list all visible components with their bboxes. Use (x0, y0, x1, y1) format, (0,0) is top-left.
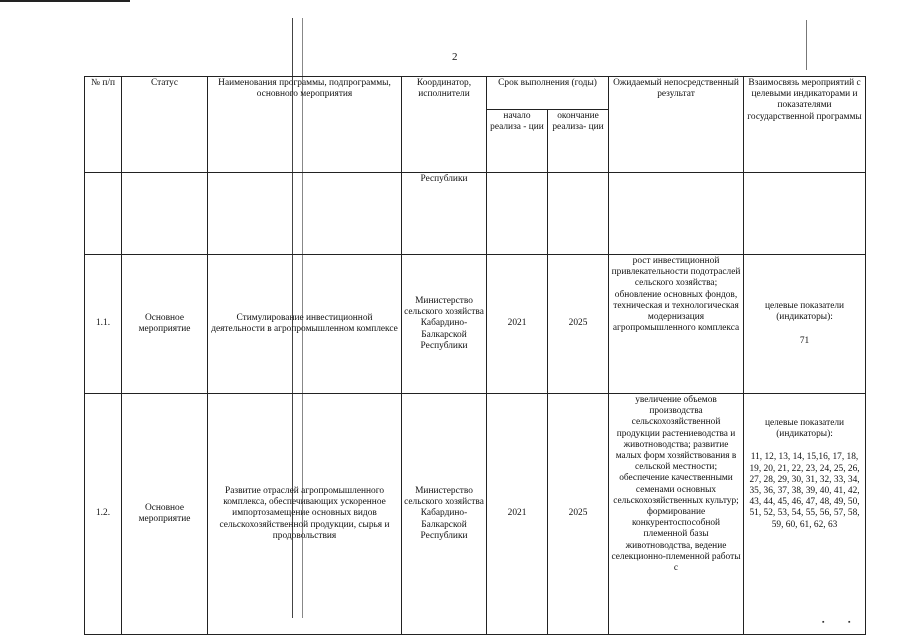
header-name: Наименования программы, подпрограммы, основного мероприятия (208, 77, 402, 173)
cell-start: 2021 (487, 394, 548, 635)
header-link: Взаимосвязь мероприятий с целевыми индикаторами и показателями государственной программы (744, 77, 866, 173)
indicators-list: 71 (799, 335, 810, 346)
cell-start (487, 173, 548, 255)
indicators-list: 11, 12, 13, 14, 15,16, 17, 18, 19, 20, 21, 22, 23, 24, 25, 26, 27, 28, 29, 30, 31, 32, 33, 34, 35, 36, 37, 38, 39, 40, 41, 42, 43, 44, 45, 46, 47, 48, 49, 50, 51, 52, 53, 54, 55, 56, 57, 58, 59, 60, 61, 62, 63 (749, 452, 860, 530)
cell-coordinator: Министерство сельского хозяйства Кабардино-Балкарской Республики (402, 255, 487, 394)
cell-link (744, 394, 866, 635)
cell-no: 1.2. (85, 394, 122, 635)
cell-status: Основное мероприятие (122, 394, 208, 635)
program-table (84, 76, 866, 635)
scan-speck: ▪ (822, 618, 825, 626)
cell-coordinator: Республики (402, 173, 487, 255)
table-row (85, 255, 866, 394)
cell-result: рост инвестиционной привлекательности подотраслей сельского хозяйства; обновление основных фондов, техническая и технологическая модернизация агропромышленного комплекса (609, 255, 744, 394)
header-coordinator: Координатор, исполнители (402, 77, 487, 173)
cell-coordinator: Министерство сельского хозяйства Кабардино-Балкарской Республики (402, 394, 487, 635)
header-start: начало реализа - ции (487, 110, 548, 173)
cell-no: 1.1. (85, 255, 122, 394)
header-end: окончание реализа- ции (548, 110, 609, 173)
header-status: Статус (122, 77, 208, 173)
cell-name (208, 173, 402, 255)
cell-name: Развитие отраслей агропромышленного комплекса, обеспечивающих ускоренное импортозамещение основных видов сельскохозяйственной продукции, сырья и продовольствия (208, 394, 402, 635)
indicators-title: целевые показатели (индикаторы): (764, 418, 845, 440)
cell-result: увеличение объемов производства сельскохозяйственной продукции растениеводства и животноводства; развитие малых форм хозяйствования в сельской местности; обеспечение качественными семенами основных сельскохозяйственных культур; формирование конкурентоспособной племенной базы животноводства, ведение селекционно-племенной работы с (609, 394, 744, 635)
cell-end: 2025 (548, 394, 609, 635)
scan-artifact-top (0, 0, 130, 5)
cell-status: Основное мероприятие (122, 255, 208, 394)
cell-end (548, 173, 609, 255)
cell-start: 2021 (487, 255, 548, 394)
cell-link (744, 255, 866, 394)
scan-fold-line (806, 20, 807, 70)
cell-name: Стимулирование инвестиционной деятельности в агропромышленном комплексе (208, 255, 402, 394)
cell-end: 2025 (548, 255, 609, 394)
header-no: № п/п (85, 77, 122, 173)
header-result: Ожидаемый непосредственный результат (609, 77, 744, 173)
cell-status (122, 173, 208, 255)
header-period: Срок выполнения (годы) (487, 77, 609, 110)
cell-no (85, 173, 122, 255)
indicators-title: целевые показатели (индикаторы): (764, 301, 845, 323)
scan-speck: ▪ (848, 618, 851, 626)
table-row (85, 394, 866, 635)
table-row (85, 173, 866, 255)
page-number: 2 (452, 51, 458, 63)
cell-result (609, 173, 744, 255)
cell-link (744, 173, 866, 255)
